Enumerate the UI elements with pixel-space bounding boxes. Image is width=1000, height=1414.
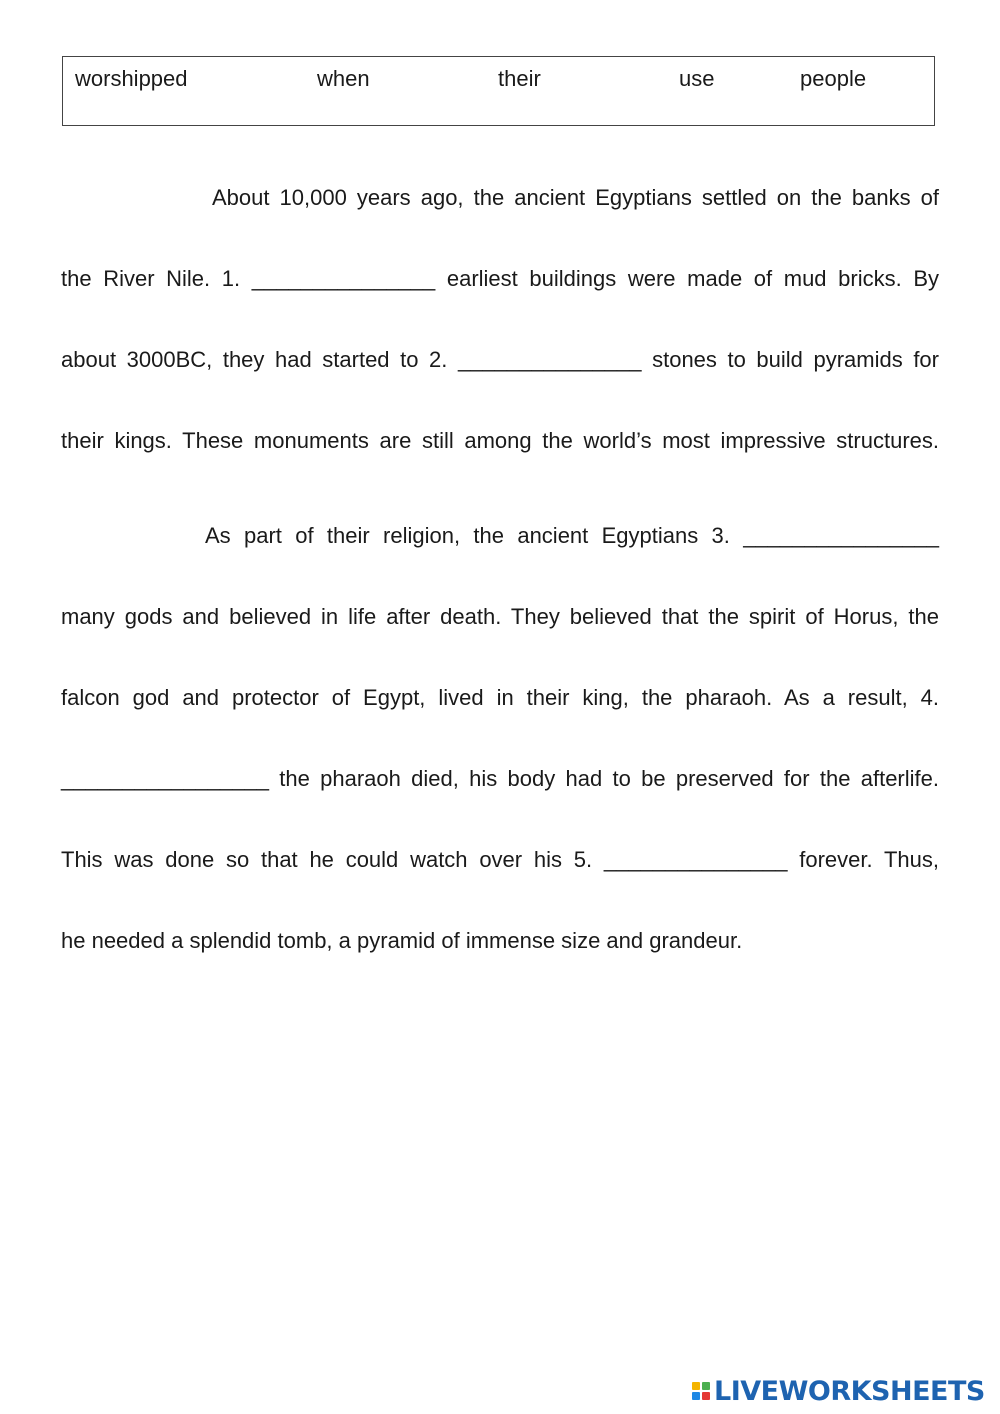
logo-square [702,1392,710,1400]
paragraph-line: This was done so that he could watch over his 5. _______________ forever. Thus, [61,847,939,872]
word-bank-item: use [679,66,715,91]
logo-text: LIVEWORKSHEETS [714,1375,985,1407]
word-bank-item: when [317,66,370,91]
word-bank-item: worshipped [75,66,188,91]
logo-squares-icon [692,1382,710,1400]
paragraph-line: their kings. These monuments are still among the world’s most impressive structures. [61,428,939,453]
paragraph-line: he needed a splendid tomb, a pyramid of immense size and grandeur. [61,928,743,953]
logo-square [692,1382,700,1390]
logo-square [702,1382,710,1390]
paragraph-line: falcon god and protector of Egypt, lived in their king, the pharaoh. As a result, 4. [61,685,939,710]
word-bank-box [62,56,935,126]
paragraph-line: _________________ the pharaoh died, his body had to be preserved for the afterlife. [61,766,939,791]
logo-square [692,1392,700,1400]
liveworksheets-logo [692,1374,985,1408]
paragraph-line: about 3000BC, they had started to 2. _______________ stones to build pyramids for [61,347,939,372]
paragraph-line: many gods and believed in life after death. They believed that the spirit of Horus, the [61,604,939,629]
word-bank-item: their [498,66,541,91]
paragraph-line: About 10,000 years ago, the ancient Egyptians settled on the banks of [212,185,939,210]
word-bank-item: people [800,66,867,91]
paragraph-line: the River Nile. 1. _______________ earliest buildings were made of mud bricks. By [61,266,939,291]
paragraph-line: As part of their religion, the ancient Egyptians 3. ________________ [205,523,939,548]
